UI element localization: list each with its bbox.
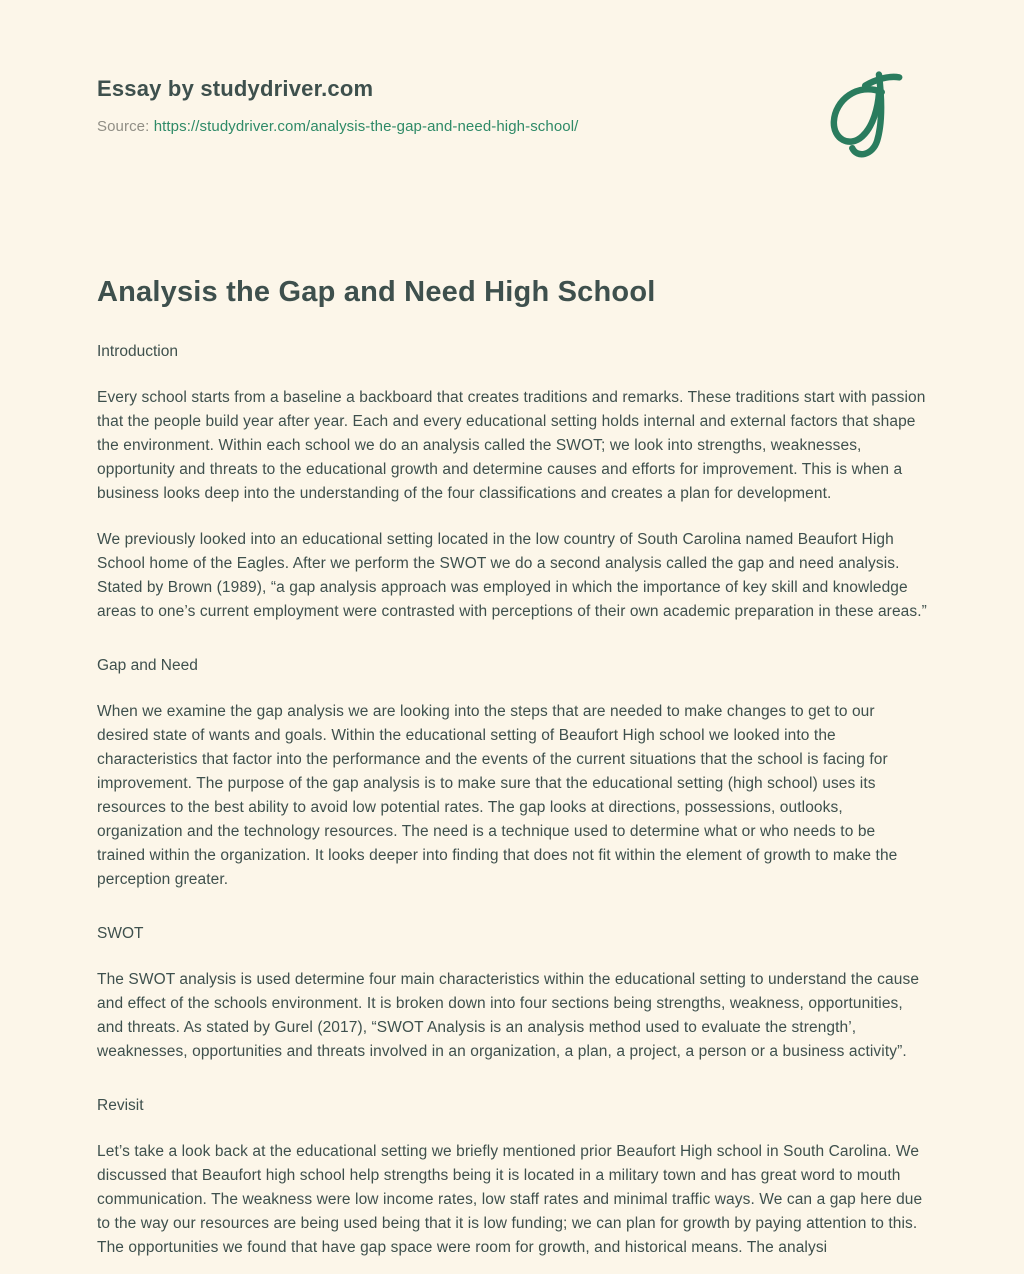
- source-label: Source:: [97, 118, 150, 135]
- paragraph: Let’s take a look back at the educational setting we briefly mentioned prior Beaufort High school in South Carolina. We discussed that Beaufort high school help strengths being it is located in a military town and has great word to mouth communication. The weakness were low income rates, low staff rates and minimal traffic ways. We can a gap here due to the way our resources are being used being that it is low funding; we can plan for growth by paying attention to this. The opportunities we found that have gap space were room for growth, and historical means. The analysi: [97, 1143, 923, 1257]
- section-heading-revisit: Revisit: [97, 1097, 144, 1115]
- page-header: [97, 76, 927, 162]
- essay-title: Analysis the Gap and Need High School: [97, 276, 656, 308]
- paragraph: The SWOT analysis is used determine four main characteristics within the educational setting to understand the cause and effect of the schools environment. It is broken down into four sections being strengths, weakness, opportunities, and threats. As stated by Gurel (2017), “SWOT Analysis is an analysis method used to evaluate the strength’, weaknesses, opportunities and threats involved in an organization, a plan, a project, a person or a business activity”.: [97, 971, 920, 1061]
- paragraph: We previously looked into an educational setting located in the low country of South Carolina named Beaufort High School home of the Eagles. After we perform the SWOT we do a second analysis called the gap and need analysis. Stated by Brown (1989), “a gap analysis approach was employed in which the importance of key skill and knowledge areas to one’s current employment were contrasted with perceptions of their own academic preparation in these areas.”: [97, 531, 927, 621]
- header-text-block: [97, 76, 578, 135]
- section-heading-introduction: Introduction: [97, 343, 178, 361]
- source-line: [97, 118, 578, 135]
- section-heading-gap-and-need: Gap and Need: [97, 657, 198, 675]
- section-heading-swot: SWOT: [97, 925, 144, 943]
- essay-body: [97, 274, 927, 1260]
- paragraph: When we examine the gap analysis we are looking into the steps that are needed to make changes to get to our desired state of wants and goals. Within the educational setting of Beaufort High school we looked into the characteristics that factor into the performance and the events of the current situations that the school is facing for improvement. The purpose of the gap analysis is to make sure that the educational setting (high school) uses its resources to the best ability to avoid low potential rates. The gap looks at directions, possessions, outlooks, organization and the technology resources. The need is a technique used to determine what or who needs to be trained within the organization. It looks deeper into finding that does not fit within the element of growth to make the perception greater.: [97, 703, 898, 889]
- source-url-link[interactable]: https://studydriver.com/analysis-the-gap-and-need-high-school/: [153, 118, 579, 135]
- paragraph: Every school starts from a baseline a backboard that creates traditions and remarks. These traditions start with passion that the people build year after year. Each and every educational setting holds internal and external factors that shape the environment. Within each school we do an analysis called the SWOT; we look into strengths, weaknesses, opportunity and threats to the educational growth and determine causes and efforts for improvement. This is when a business looks deep into the understanding of the four classifications and creates a plan for development.: [97, 389, 926, 503]
- studydriver-logo-icon: [821, 70, 913, 162]
- brand-title: Essay by studydriver.com: [97, 76, 374, 101]
